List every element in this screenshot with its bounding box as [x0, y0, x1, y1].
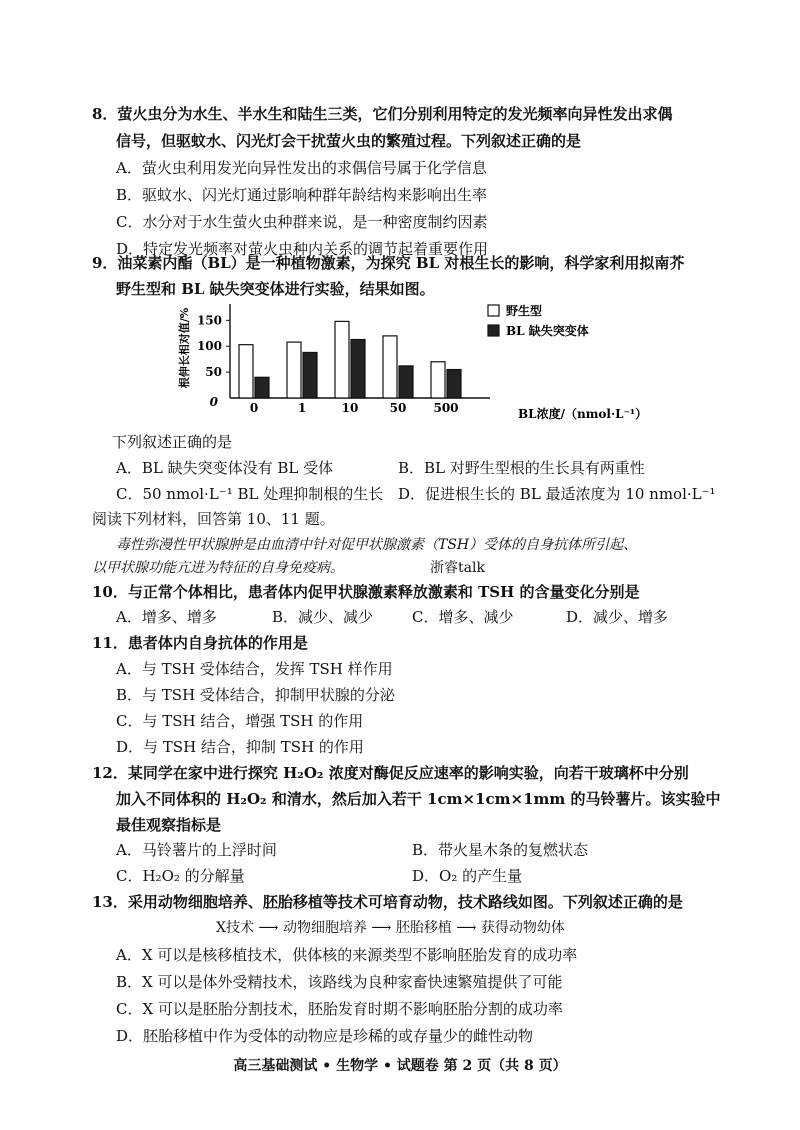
q8-option-c: C．水分对于水生萤火虫种群来说，是一种密度制约因素 [116, 213, 488, 231]
reading-material-line1: 毒性弥漫性甲状腺肿是由血清中针对促甲状腺激素（TSH）受体的自身抗体所引起、 [116, 537, 638, 553]
q10-option-d: D．减少、增多 [566, 608, 669, 626]
q8-option-b: B．驱蚊水、闪光灯通过影响种群年龄结构来影响出生率 [116, 186, 488, 204]
page-footer: 高三基础测试 • 生物学 • 试题卷 第 2 页（共 8 页） [233, 1058, 567, 1074]
technique-flow [216, 917, 565, 937]
q12-option-b: B．带火星木条的复燃状态 [412, 841, 589, 859]
q12-option-d: D．O₂ 的产生量 [412, 867, 523, 885]
bar [447, 370, 461, 398]
q12-stem-line1: 12．某同学在家中进行探究 H₂O₂ 浓度对酶促反应速率的影响实验，向若干玻璃杯中分别 [92, 764, 689, 782]
q8-option-d: D．特定发光频率对萤火虫种内关系的调节起着重要作用 [116, 240, 489, 258]
q9-stem-line1: 9．油菜素内酯（BL）是一种植物激素，为探究 BL 对根生长的影响，科学家利用拟南芥 [92, 254, 685, 272]
y-tick-label: 100 [196, 339, 222, 354]
q13-option-d: D．胚胎移植中作为受体的动物应是珍稀的或存量少的雌性动物 [116, 1027, 534, 1045]
q11-option-b: B．与 TSH 受体结合，抑制甲状腺的分泌 [116, 686, 395, 704]
q8-stem-line2: 信号，但驱蚊水、闪光灯会干扰萤火虫的繁殖过程。下列叙述正确的是 [116, 132, 582, 150]
flow-step-2: 动物细胞培养 [282, 920, 367, 936]
q10-option-c: C．增多、减少 [412, 608, 514, 626]
q11-stem: 11．患者体内自身抗体的作用是 [92, 634, 308, 652]
q10-stem: 10．与正常个体相比，患者体内促甲状腺激素释放激素和 TSH 的含量变化分别是 [92, 583, 640, 601]
legend-label: BL 缺失突变体 [506, 324, 589, 338]
q12-option-c: C．H₂O₂ 的分解量 [116, 867, 245, 885]
legend-swatch [488, 325, 499, 336]
q9-option-b: B．BL 对野生型根的生长具有两重性 [398, 459, 645, 477]
q9-option-c: C．50 nmol·L⁻¹ BL 处理抑制根的生长 [116, 485, 384, 503]
flow-arrow-icon: ⟶ [371, 920, 392, 936]
q13-option-a: A．X 可以是核移植技术，供体核的来源类型不影响胚胎发育的成功率 [116, 946, 578, 964]
bl-bar-chart [180, 300, 650, 430]
q11-option-d: D．与 TSH 结合，抑制 TSH 的作用 [116, 738, 364, 756]
q8-option-a: A．萤火虫利用发光向异性发出的求偶信号属于化学信息 [116, 159, 487, 177]
q13-option-b: B．X 可以是体外受精技术，该路线为良种家畜快速繁殖提供了可能 [116, 973, 563, 991]
bar [239, 345, 253, 398]
watermark-text: 浙睿talk [430, 560, 485, 576]
y-tick-label: 150 [196, 313, 222, 328]
q12-stem-line2: 加入不同体积的 H₂O₂ 和清水，然后加入若干 1cm×1cm×1mm 的马铃薯片。该实验中 [116, 790, 721, 808]
q9-after-chart: 下列叙述正确的是 [112, 433, 233, 451]
flow-arrow-icon: ⟶ [456, 920, 477, 936]
flow-step-3: 胚胎移植 [395, 920, 452, 936]
q12-stem-line3: 最佳观察指标是 [116, 816, 222, 834]
q11-option-a: A．与 TSH 受体结合，发挥 TSH 样作用 [116, 660, 393, 678]
q11-option-c: C．与 TSH 结合，增强 TSH 的作用 [116, 712, 364, 730]
y-tick-label: 50 [205, 365, 222, 380]
reading-material-line2: 以甲状腺功能亢进为特征的自身免疫病。 [92, 560, 344, 576]
q13-stem: 13．采用动物细胞培养、胚胎移植等技术可培育动物，技术路线如图。下列叙述正确的是 [92, 893, 683, 911]
legend-label: 野生型 [506, 304, 543, 318]
reading-intro: 阅读下列材料，回答第 10、11 题。 [92, 510, 335, 528]
legend-swatch [488, 305, 499, 316]
x-tick-label: 0 [249, 401, 259, 415]
y-tick-label: 0 [209, 395, 218, 409]
q9-stem-line2: 野生型和 BL 缺失突变体进行实验，结果如图。 [116, 280, 435, 298]
q9-option-d: D．促进根生长的 BL 最适浓度为 10 nmol·L⁻¹ [398, 485, 716, 503]
bar [287, 342, 301, 398]
q13-option-c: C．X 可以是胚胎分割技术，胚胎发育时期不影响胚胎分割的成功率 [116, 1000, 563, 1018]
bar [431, 362, 445, 398]
q10-option-b: B．减少、减少 [272, 608, 374, 626]
q10-option-a: A．增多、增多 [116, 608, 217, 626]
bar [383, 336, 397, 398]
x-axis-label: BL浓度/（nmol·L⁻¹） [518, 407, 648, 421]
x-tick-label: 500 [433, 401, 459, 415]
flow-step-1: X技术 [216, 920, 254, 936]
bar [335, 321, 349, 398]
x-tick-label: 1 [297, 401, 307, 415]
y-axis-label: 根伸长相对值/% [178, 307, 191, 389]
x-tick-label: 10 [341, 401, 359, 415]
x-tick-label: 50 [389, 401, 407, 415]
bar [351, 340, 365, 398]
flow-arrow-icon: ⟶ [258, 920, 279, 936]
flow-step-4: 获得动物幼体 [480, 920, 565, 936]
bar [255, 377, 269, 398]
bar [303, 352, 317, 398]
q12-option-a: A．马铃薯片的上浮时间 [116, 841, 277, 859]
q9-option-a: A．BL 缺失突变体没有 BL 受体 [116, 459, 334, 477]
q8-stem-line1: 8．萤火虫分为水生、半水生和陆生三类，它们分别利用特定的发光频率向异性发出求偶 [92, 105, 673, 123]
bar [399, 366, 413, 398]
